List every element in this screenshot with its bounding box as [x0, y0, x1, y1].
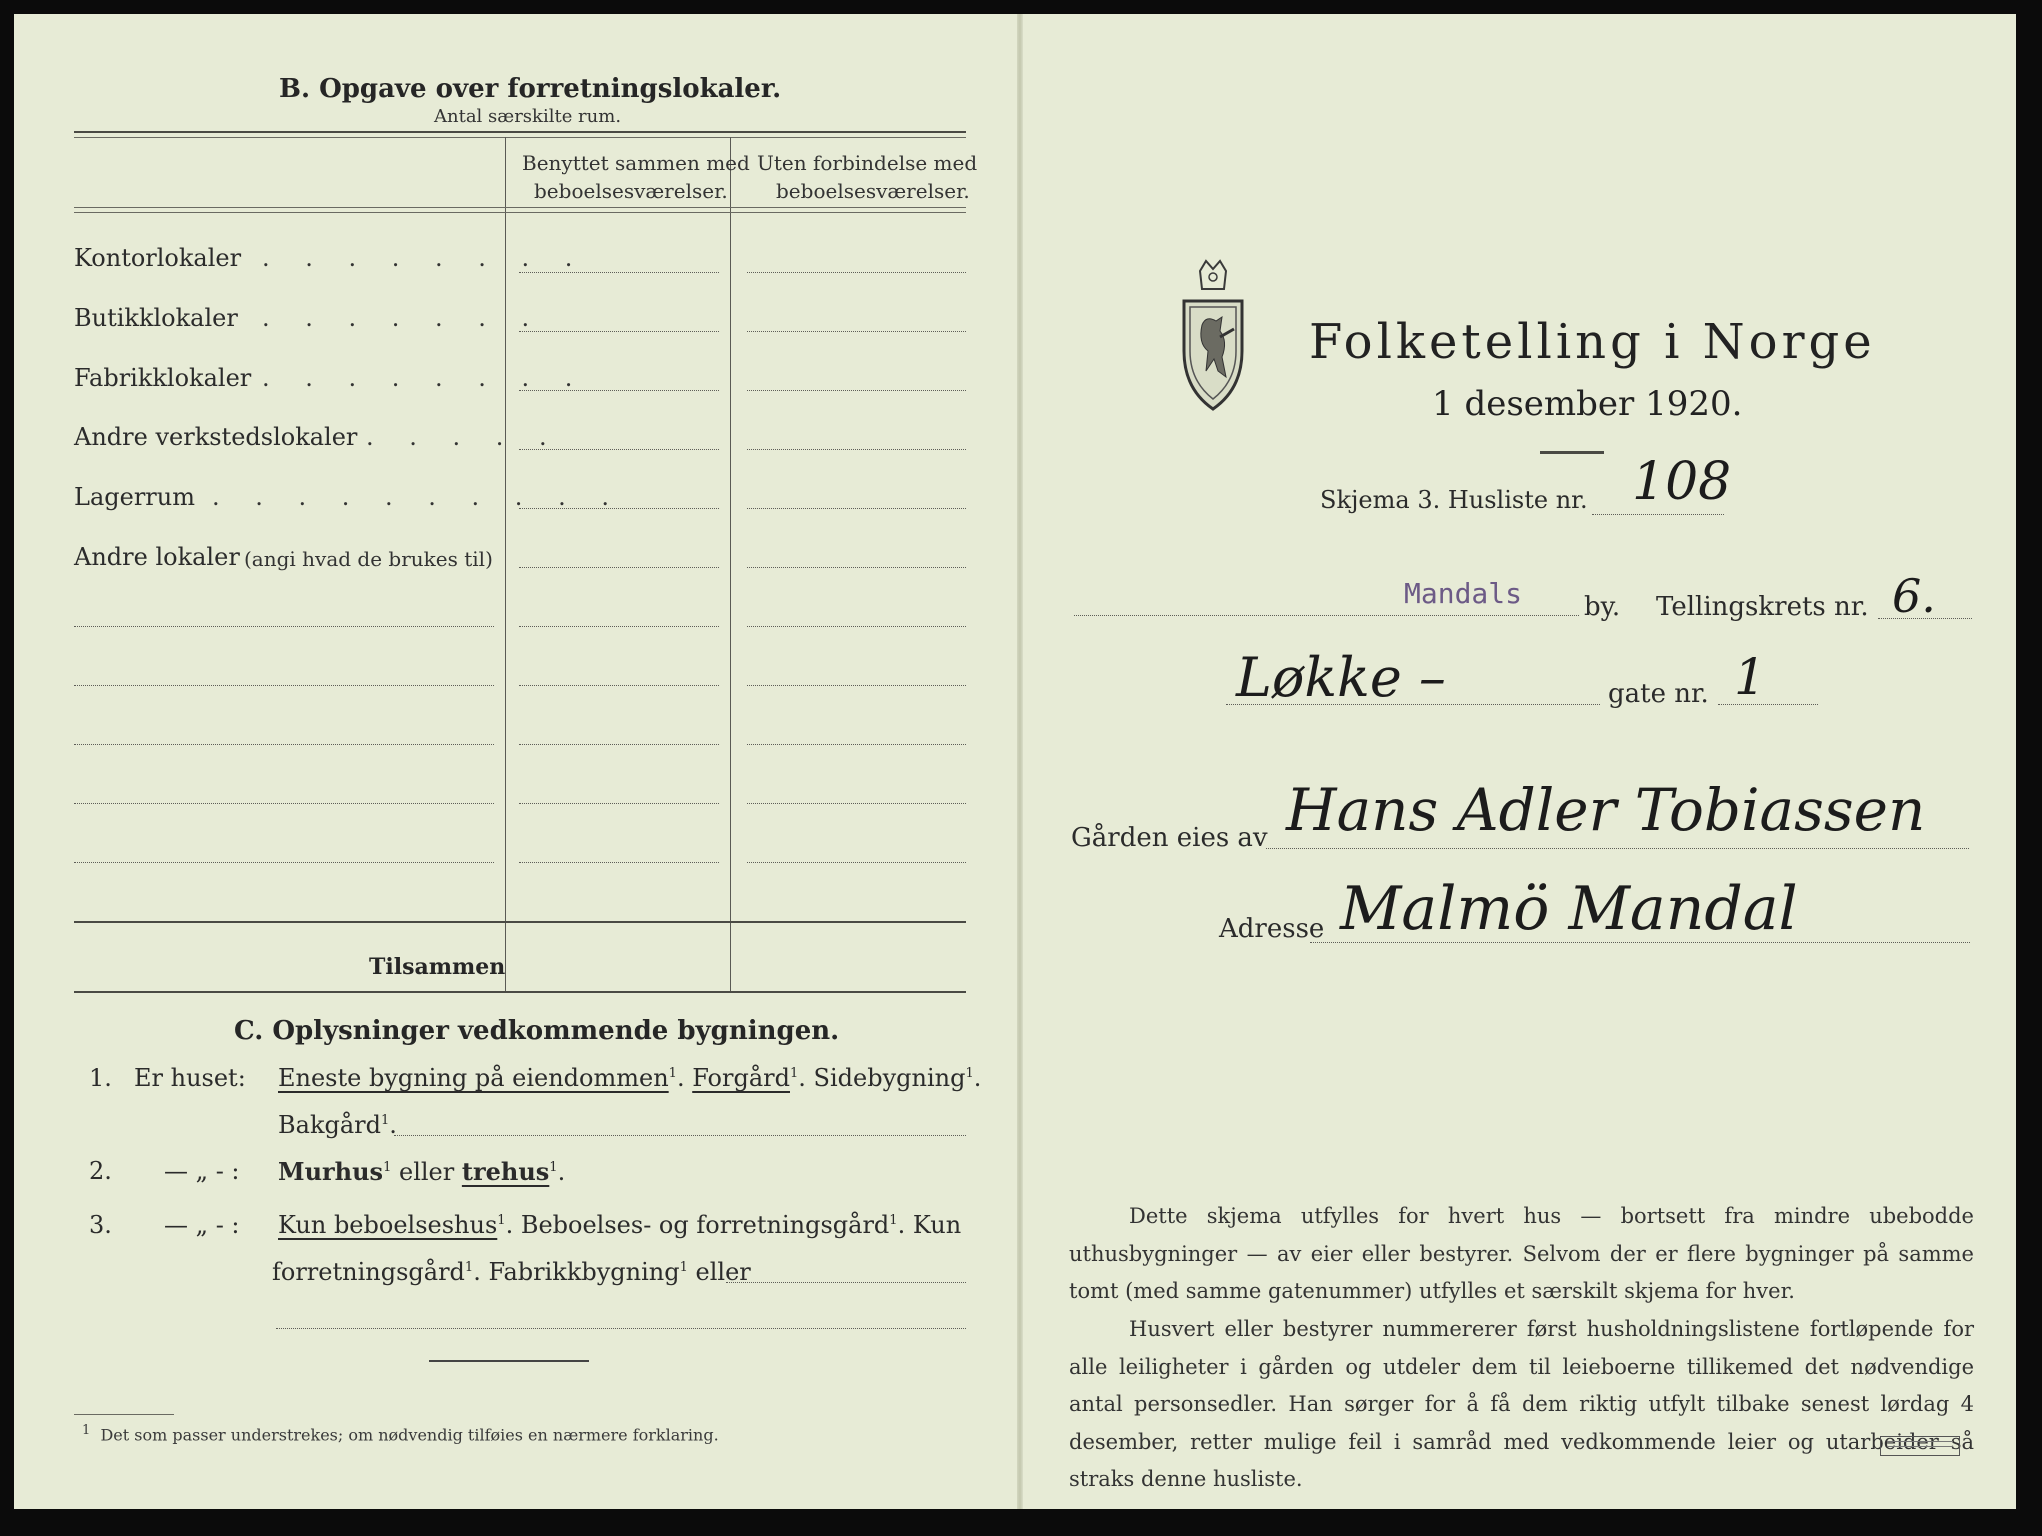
- skjema-label: Skjema 3. Husliste nr.: [1320, 486, 1588, 514]
- section-c-title: C. Oplysninger vedkommende bygningen.: [234, 1016, 840, 1046]
- adresse-value: Malmö Mandal: [1340, 874, 1798, 944]
- q1-label: Er huset:: [134, 1064, 246, 1092]
- census-form-sheet: B. Opgave over forretningslokaler. Antal særskilte rum. Benyttet sammen med beboelsesværelser. Uten forbindelse med beboelsesværelser. Kontorlokaler . . . . . . . . Butikklokaler . . . . . . . Fabrikklokaler . . . . . . . . Andre verkstedslokaler . . . . . Lagerrum . . . . . . . . . . Andre lokaler (angi hvad de brukes til) Tilsammen C. Oplysninger vedkommende bygningen. 1. Er huset: Eneste bygning på eiendommen$^1$. Forgård$^1$. Sidebygning$^1$. Bakgård$^1$. 2. — „ - : Murhus$^1$ eller trehus$^1$. 3. — „ - : Kun beboelseshus$^1$. Beboelses- og forretningsgård$^1$. Kun forretningsgård$^1$. Fabrikkbygning$^1$ eller $^1$ Det som passer understrekes; om nødvendig tilføies en nærmere forklaring. Folketelling i Norge 1 desember 1920. Skjema 3. Husliste nr. 108 Mandals by. Tellingskrets nr. 6. Løkke – gate nr. 1 Gården eies av Hans Adler Tobiassen Adresse Malmö Mandal Dette skjema utfylles for hvert hus — bortsett fra mindre ubebodde uthusbygninger — av eier eller bestyrer. Selvom der er flere bygninger på samme tomt (med samme gatenummer) utfylles et særskilt skjema for hver. Husvert eller bestyrer nummererer først husholdningslistene fortløpende for alle leiligheter i gården og utdeler dem til leieboerne tillikemed det nødvendige antal personsedler. Han sørger for å få dem riktig utfylt tilbake senest lørdag 4 desember, retter mulige feil i samråd med vedkommende leier og utarbeider så straks denne husliste.: [14, 14, 2016, 1509]
- q1-options-line1: Eneste bygning på eiendommen$^1$. Forgård$^1$. Sidebygning$^1$.: [278, 1064, 982, 1092]
- col1-header-line2: beboelsesværelser.: [534, 179, 728, 203]
- q3-options-line1: Kun beboelseshus$^1$. Beboelses- og forretningsgård$^1$. Kun: [278, 1211, 962, 1239]
- col2-header-line2: beboelsesværelser.: [776, 179, 970, 203]
- row-label-kontorlokaler: Kontorlokaler: [74, 244, 242, 272]
- q3-options-line2: forretningsgård$^1$. Fabrikkbygning$^1$ eller: [272, 1258, 751, 1286]
- row-label-lagerrum: Lagerrum: [74, 483, 195, 511]
- q3-dash: — „ - :: [164, 1211, 240, 1239]
- table-top-rule: [74, 131, 966, 133]
- col2-header-line1: Uten forbindelse med: [757, 151, 978, 175]
- eier-label: Gården eies av: [1071, 823, 1268, 853]
- table-bottom-rule: [74, 991, 966, 993]
- gate-value: Løkke –: [1236, 646, 1446, 709]
- by-label: by.: [1584, 592, 1621, 622]
- q2-number: 2.: [89, 1157, 112, 1185]
- title-rule: [1540, 451, 1604, 454]
- andre-lokaler-note: (angi hvad de brukes til): [244, 547, 493, 571]
- page-fold: [1017, 14, 1023, 1509]
- row-label-butikklokaler: Butikklokaler: [74, 304, 238, 332]
- krets-label: Tellingskrets nr.: [1656, 592, 1869, 622]
- table-col-divider-2: [730, 137, 731, 992]
- krets-value: 6.: [1892, 569, 1936, 623]
- eier-value: Hans Adler Tobiassen: [1286, 776, 1926, 844]
- census-date: 1 desember 1920.: [1432, 384, 1743, 424]
- gate-label: gate nr.: [1608, 679, 1709, 709]
- census-title: Folketelling i Norge: [1309, 314, 1876, 370]
- section-b-subtitle: Antal særskilte rum.: [434, 106, 622, 127]
- gate-number: 1: [1734, 648, 1766, 706]
- q1-number: 1.: [89, 1064, 112, 1092]
- q3-number: 3.: [89, 1211, 112, 1239]
- footnote: $^1$ Det som passer understrekes; om nødvendig tilføies en nærmere forklaring.: [82, 1423, 719, 1445]
- row-label-fabrikklokaler: Fabrikklokaler: [74, 364, 252, 392]
- printer-mark: [1880, 1436, 1960, 1456]
- instructions-paragraph-1: Dette skjema utfylles for hvert hus — bortsett fra mindre ubebodde uthusbygninger — av eier eller bestyrer. Selvom der er flere bygninger på samme tomt (med samme gatenummer) utfylles et særskilt skjema for hver.: [1069, 1204, 1974, 1303]
- row-label-andre-verkstedslokaler: Andre verkstedslokaler: [74, 423, 358, 451]
- by-stamp-value: Mandals: [1404, 577, 1523, 610]
- coat-of-arms-icon: [1176, 259, 1250, 415]
- col1-header-line1: Benyttet sammen med: [522, 151, 750, 175]
- husliste-number: 108: [1632, 452, 1732, 512]
- q2-options: Murhus$^1$ eller trehus$^1$.: [278, 1157, 566, 1186]
- row-label-andre-lokaler: Andre lokaler: [74, 543, 240, 571]
- section-c-end-rule: [429, 1360, 589, 1362]
- q2-dash: — „ - :: [164, 1157, 240, 1185]
- instructions-paragraph-2: Husvert eller bestyrer nummererer først husholdningslistene fortløpende for alle leiligheter i gården og utdeler dem til leieboerne tillikemed det nødvendige antal personsedler. Han sørger for å få dem riktig utfylt tilbake senest lørdag 4 desember, retter mulige feil i samråd med vedkommende leier og utarbeider så straks denne husliste.: [1069, 1317, 1974, 1491]
- section-b-title: B. Opgave over forretningslokaler.: [279, 74, 782, 104]
- table-total-rule: [74, 921, 966, 923]
- adresse-label: Adresse: [1219, 914, 1325, 944]
- q1-options-line2: Bakgård$^1$.: [278, 1111, 397, 1139]
- total-label: Tilsammen: [369, 954, 506, 980]
